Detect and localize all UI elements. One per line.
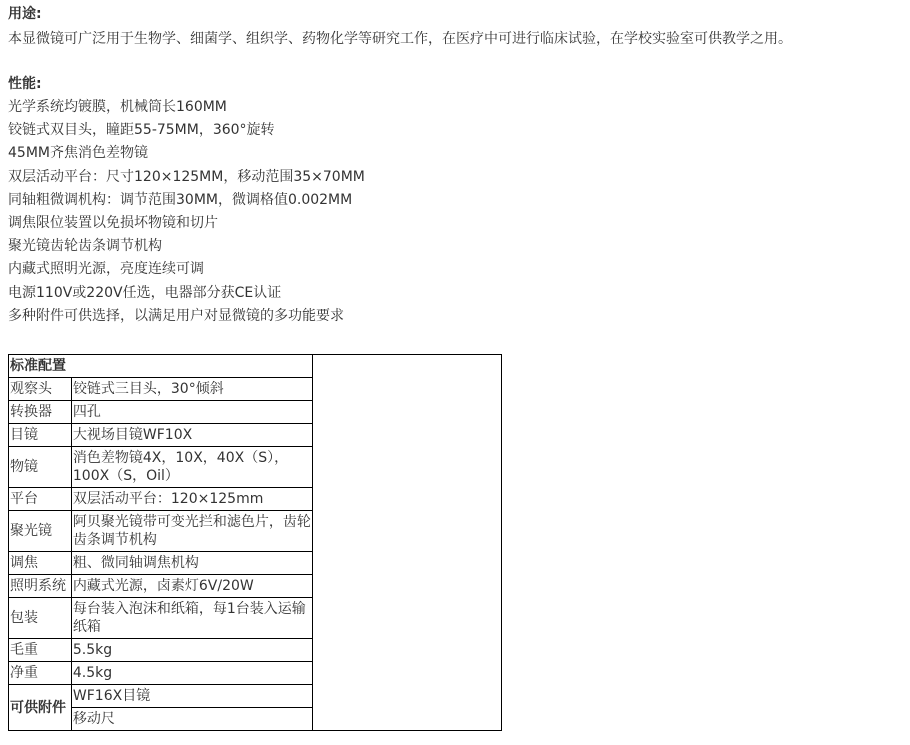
- spec-label: 目镜: [9, 424, 72, 447]
- spec-label: 聚光镜: [9, 511, 72, 552]
- usage-text: 本显微镜可广泛用于生物学、细菌学、组织学、药物化学等研究工作，在医疗中可进行临床试验，在学校实验室可供教学之用。: [8, 31, 792, 47]
- spec-value: 5.5kg: [71, 639, 312, 662]
- spec-value: 内藏式光源，卤素灯6V/20W: [71, 575, 312, 598]
- performance-item: 光学系统均镀膜，机械筒长160MM: [8, 99, 227, 115]
- performance-item: 电源110V或220V任选，电器部分获CE认证: [8, 284, 282, 301]
- performance-item: 聚光镜齿轮齿条调节机构: [8, 238, 162, 255]
- table-header-row: [9, 355, 502, 378]
- spec-label: 毛重: [9, 639, 72, 662]
- spec-value: 阿贝聚光镜带可变光拦和滤色片，齿轮齿条调节机构: [71, 511, 312, 552]
- spec-value: 大视场目镜WF10X: [71, 424, 312, 447]
- spec-table: [8, 354, 502, 731]
- performance-list: [8, 96, 902, 328]
- performance-title: 性能:: [8, 76, 42, 92]
- performance-item: 多种附件可供选择，以满足用户对显微镜的多功能要求: [8, 307, 344, 324]
- product-description: [8, 0, 902, 727]
- accessory-item: WF16X目镜: [71, 685, 312, 708]
- table-blank-cell: [313, 355, 502, 731]
- spec-value: 双层活动平台：120×125mm: [71, 488, 312, 511]
- performance-item: 双层活动平台：尺寸120×125MM，移动范围35×70MM: [8, 168, 365, 185]
- spec-label: 平台: [9, 488, 72, 511]
- accessories-label: 可供附件: [9, 685, 72, 731]
- spec-value: 每台装入泡沫和纸箱，每1台装入运输纸箱: [71, 598, 312, 639]
- spec-value: 四孔: [71, 401, 312, 424]
- spec-label: 照明系统: [9, 575, 72, 598]
- spec-value: 铰链式三目头，30°倾斜: [71, 378, 312, 401]
- performance-item: 铰链式双目头，瞳距55-75MM，360°旋转: [8, 122, 275, 139]
- performance-item: 调焦限位装置以免损坏物镜和切片: [8, 214, 218, 231]
- spec-label: 净重: [9, 662, 72, 685]
- performance-item: 内藏式照明光源，亮度连续可调: [8, 261, 204, 278]
- spec-value: 4.5kg: [71, 662, 312, 685]
- spec-label: 包装: [9, 598, 72, 639]
- spec-label: 观察头: [9, 378, 72, 401]
- spec-label: 转换器: [9, 401, 72, 424]
- usage-title: 用途:: [8, 6, 42, 22]
- spec-value: 粗、微同轴调焦机构: [71, 552, 312, 575]
- spec-value: 消色差物镜4X，10X，40X（S），100X（S，Oil）: [71, 447, 312, 488]
- spacer: [8, 50, 902, 74]
- spec-label: 调焦: [9, 552, 72, 575]
- spec-label: 物镜: [9, 447, 72, 488]
- performance-item: 同轴粗微调机构：调节范围30MM，微调格值0.002MM: [8, 191, 353, 208]
- table-header-cell: 标准配置: [9, 355, 313, 378]
- performance-item: 45MM齐焦消色差物镜: [8, 145, 148, 162]
- accessory-item: 移动尺: [71, 708, 312, 731]
